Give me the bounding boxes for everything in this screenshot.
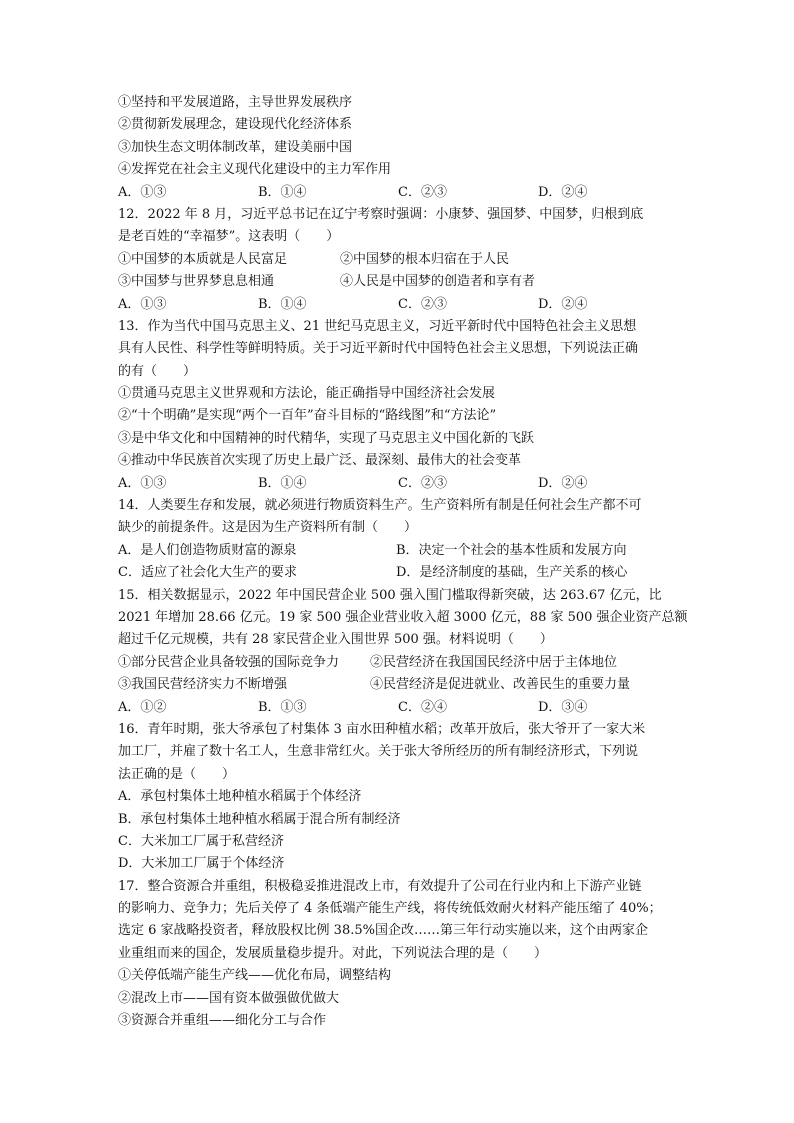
question-16: [118, 719, 678, 876]
q17-stem-line-2: 的影响力、竞争力；先后关停了 4 条低端产能生产线，将传统低效耐火材料产能压缩了 40%；: [118, 901, 662, 917]
q13-choice-d: D．②④: [538, 475, 588, 491]
q12-option-4: ④人民是中国梦的创造者和享有者: [340, 274, 536, 290]
q16-choice-a: A．承包村集体土地种植水稻属于个体经济: [118, 789, 362, 805]
q13-stem-line-3: 的有（ ）: [118, 363, 197, 379]
q12-option-1: ①中国梦的本质就是人民富足: [118, 251, 288, 267]
q15-stem-line-1: 15．相关数据显示，2022 年中国民营企业 500 强入围门槛取得新突破，达 263.67 亿元，比: [118, 587, 662, 603]
q15-choice-c: C．②④: [398, 699, 447, 715]
q13-option-3: ③是中华文化和中国精神的时代精华，实现了马克思主义中国化新的飞跃: [118, 430, 535, 446]
q15-option-4: ④民营经济是促进就业、改善民生的重要力量: [370, 677, 631, 693]
exam-page: [118, 92, 688, 1032]
q15-options-row-1: [118, 652, 678, 674]
q13-choice-c: C．②③: [398, 475, 447, 491]
q17-stem-line-3: 选定 6 家战略投资者，释放股权比例 38.5%国企改……第三年行动实施以来，这个由两家企: [118, 923, 648, 939]
q14-choices-row-1: [118, 540, 678, 562]
q13-stem-line-2: 具有人民性、科学性等鲜明特质。关于习近平新时代中国特色社会主义思想，下列说法正确: [118, 341, 639, 357]
q16-choice-b: B．承包村集体土地种植水稻属于混合所有制经济: [118, 811, 401, 827]
q11-option-1: ①坚持和平发展道路，主导世界发展秩序: [118, 95, 353, 110]
q15-option-3: ③我国民营经济实力不断增强: [118, 677, 288, 693]
q16-stem-line-3: 法正确的是（ ）: [118, 766, 236, 782]
q15-options-row-2: [118, 674, 678, 696]
q11-choices: [118, 182, 678, 204]
q12-stem-line-1: 12．2022 年 8 月，习近平总书记在辽宁考察时强调：小康梦、强国梦、中国梦，归根到底: [118, 206, 644, 222]
q17-stem-line-4: 业重组而来的国企，发展质量稳步提升。对此，下列说法合理的是（ ）: [118, 945, 548, 961]
q14-choice-a: A．是人们创造物质财富的源泉: [118, 542, 297, 558]
q12-choice-b: B．①④: [258, 296, 307, 312]
q11-option-2: ②贯彻新发展理念，建设现代化经济体系: [118, 117, 353, 133]
q17-option-3: ③资源合并重组——细化分工与合作: [118, 1013, 327, 1029]
q11-option-4: ④发挥党在社会主义现代化建设中的主力军作用: [118, 162, 392, 178]
q16-stem-line-2: 加工厂，并雇了数十名工人，生意非常红火。关于张大爷所经历的所有制经济形式，下列说: [118, 744, 639, 760]
q12-option-2: ②中国梦的根本归宿在于人民: [340, 251, 510, 267]
q14-choice-c: C．适应了社会化大生产的要求: [118, 565, 297, 581]
q11-option-3: ③加快生态文明体制改革，建设美丽中国: [118, 139, 353, 155]
q14-choice-b: B．决定一个社会的基本性质和发展方向: [396, 542, 627, 558]
q13-choice-a: A．①③: [118, 475, 167, 491]
q15-choice-b: B．①③: [258, 699, 307, 715]
q16-stem-line-1: 16．青年时期，张大爷承包了村集体 3 亩水田种植水稻；改革开放后，张大爷开了一家大米: [118, 721, 646, 737]
q15-option-2: ②民营经济在我国国民经济中居于主体地位: [370, 654, 618, 670]
q16-choice-c: C．大米加工厂属于私营经济: [118, 833, 284, 849]
q16-choice-d: D．大米加工厂属于个体经济: [118, 856, 285, 872]
question-14: [118, 495, 678, 585]
q13-choice-b: B．①④: [258, 475, 307, 491]
q14-stem-line-1: 14．人类要生存和发展，就必须进行物质资料生产。生产资料所有制是任何社会生产都不可: [118, 498, 642, 514]
q12-options-row-1: [118, 249, 678, 271]
q13-choices: [118, 473, 678, 495]
question-13: [118, 316, 678, 495]
question-11: [118, 92, 678, 204]
q11-choice-a: A．①③: [118, 184, 167, 200]
q12-option-3: ③中国梦与世界梦息息相通: [118, 274, 275, 290]
q17-option-1: ①关停低端产能生产线——优化布局，调整结构: [118, 968, 392, 984]
q12-choice-d: D．②④: [538, 296, 588, 312]
q14-stem-line-2: 缺少的前提条件。这是因为生产资料所有制（ ）: [118, 520, 418, 536]
q13-option-2: ②“十个明确”是实现“两个一百年”奋斗目标的“路线图”和“方法论”: [118, 408, 497, 424]
q14-choice-d: D．是经济制度的基础，生产关系的核心: [396, 565, 628, 581]
q15-choice-a: A．①②: [118, 699, 167, 715]
q14-choices-row-2: [118, 562, 678, 584]
q13-stem-line-1: 13．作为当代中国马克思主义、21 世纪马克思主义，习近平新时代中国特色社会主义思想: [118, 318, 637, 334]
q12-options-row-2: [118, 271, 678, 293]
question-15: [118, 585, 688, 719]
q15-stem-line-3: 超过千亿元规模，共有 28 家民营企业入围世界 500 强。材料说明（ ）: [118, 632, 553, 648]
q13-option-1: ①贯通马克思主义世界观和方法论，能正确指导中国经济社会发展: [118, 386, 496, 402]
q13-option-4: ④推动中华民族首次实现了历史上最广泛、最深刻、最伟大的社会变革: [118, 453, 522, 469]
q15-stem-line-2: 2021 年增加 28.66 亿元。19 家 500 强企业营业收入超 3000 亿元，88 家 500 强企业资产总额: [118, 609, 688, 625]
q15-option-1: ①部分民营企业具备较强的国际竞争力: [118, 654, 340, 670]
q12-choice-c: C．②③: [398, 296, 447, 312]
question-12: [118, 204, 678, 316]
q12-choice-a: A．①③: [118, 296, 167, 312]
question-17: [118, 876, 678, 1033]
q17-option-2: ②混改上市——国有资本做强做优做大: [118, 990, 340, 1006]
q12-stem-line-2: 是老百姓的“幸福梦”。这表明（ ）: [118, 229, 340, 245]
q11-choice-c: C．②③: [398, 184, 447, 200]
q15-choices: [118, 697, 678, 719]
q15-choice-d: D．③④: [538, 699, 588, 715]
q11-choice-b: B．①④: [258, 184, 307, 200]
q17-stem-line-1: 17．整合资源合并重组，积极稳妥推进混改上市，有效提升了公司在行业内和上下游产业链: [118, 878, 642, 894]
q12-choices: [118, 294, 678, 316]
q11-choice-d: D．②④: [538, 184, 588, 200]
